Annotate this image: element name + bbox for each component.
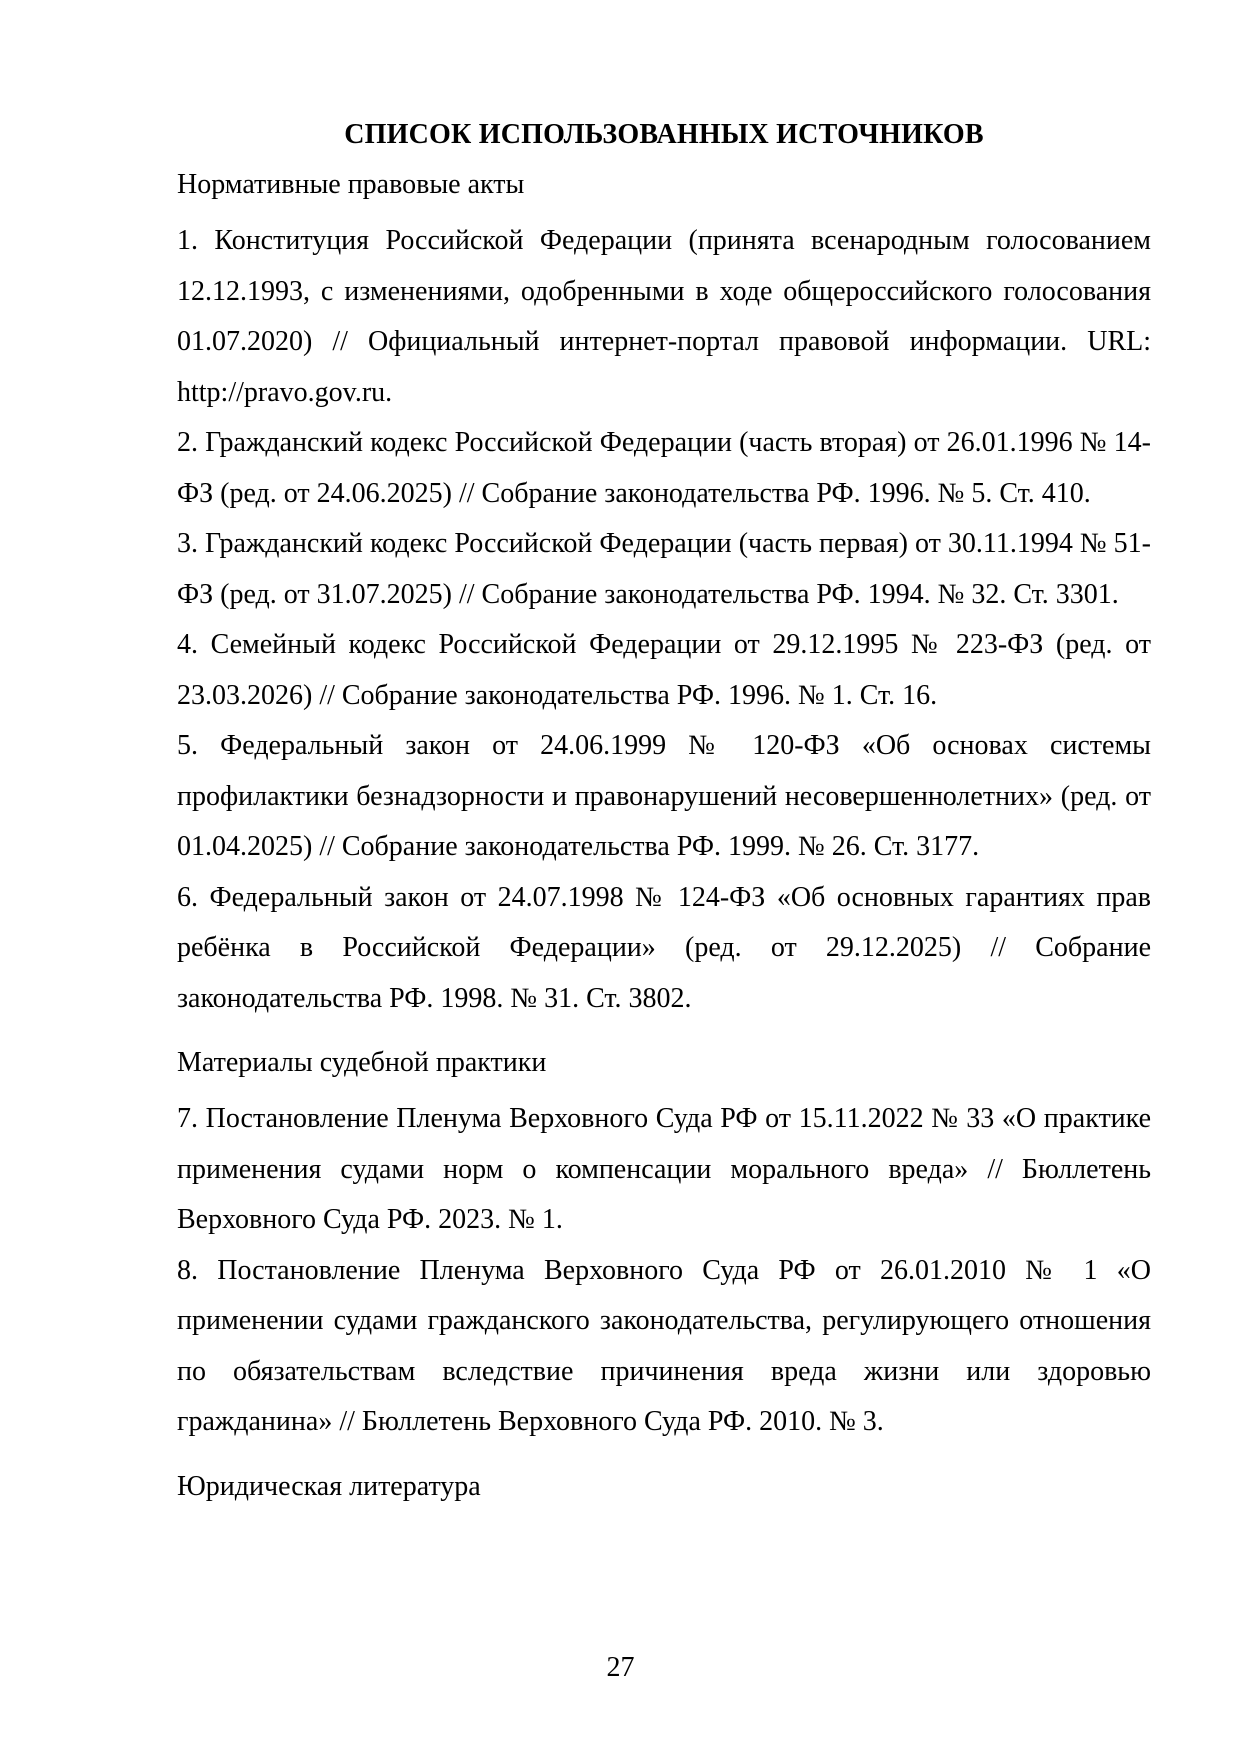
entry-list-court-practice — [177, 1094, 1151, 1448]
list-item: 6. Федеральный закон от 24.07.1998 № 124-ФЗ «Об основных гарантиях прав ребёнка в Российской Федерации» (ред. от 29.12.2025) // Собрание законодательства РФ. 1998. № 31. Ст. 3802. — [177, 881, 1151, 1014]
section-heading-normative-acts: Нормативные правовые акты — [177, 169, 525, 200]
entry-list-normative-acts — [177, 216, 1151, 1024]
list-item: 8. Постановление Пленума Верховного Суда РФ от 26.01.2010 № 1 «О применении судами гражданского законодательства, регулирующего отношения по обязательствам вследствие причинения вреда жизни или здоровью гражданина» // Бюллетень Верховного Суда РФ. 2010. № 3. — [177, 1254, 1151, 1437]
section-heading-court-practice: Материалы судебной практики — [177, 1047, 547, 1078]
list-item: 4. Семейный кодекс Российской Федерации от 29.12.1995 № 223-ФЗ (ред. от 23.03.2026) // Собрание законодательства РФ. 1996. № 1. Ст. 16. — [177, 629, 1151, 711]
document-page — [177, 110, 1151, 1512]
page-title: СПИСОК ИСПОЛЬЗОВАННЫХ ИСТОЧНИКОВ — [344, 119, 984, 150]
section-heading-legal-literature: Юридическая литература — [177, 1470, 481, 1502]
list-item: 7. Постановление Пленума Верховного Суда РФ от 15.11.2022 № 33 «О практике применения судами норм о компенсации морального вреда» // Бюллетень Верховного Суда РФ. 2023. № 1. — [177, 1103, 1151, 1235]
page-number: 27 — [606, 1652, 635, 1683]
list-item: 3. Гражданский кодекс Российской Федерации (часть первая) от 30.11.1994 № 51-ФЗ (ред. от 31.07.2025) // Собрание законодательства РФ. 1994. № 32. Ст. 3301. — [177, 528, 1151, 610]
list-item: 2. Гражданский кодекс Российской Федерации (часть вторая) от 26.01.1996 № 14-ФЗ (ред. от 24.06.2025) // Собрание законодательства РФ. 1996. № 5. Ст. 410. — [177, 427, 1151, 509]
list-item: 5. Федеральный закон от 24.06.1999 № 120-ФЗ «Об основах системы профилактики безнадзорности и правонарушений несовершеннолетних» (ред. от 01.04.2025) // Собрание законодательства РФ. 1999. № 26. Ст. 3177. — [177, 730, 1151, 862]
list-item: 1. Конституция Российской Федерации (принята всенародным голосованием 12.12.1993, с изменениями, одобренными в ходе общероссийского голосования 01.07.2020) // Официальный интернет-портал правовой информации. URL: http://pravo.gov.ru. — [177, 225, 1151, 408]
